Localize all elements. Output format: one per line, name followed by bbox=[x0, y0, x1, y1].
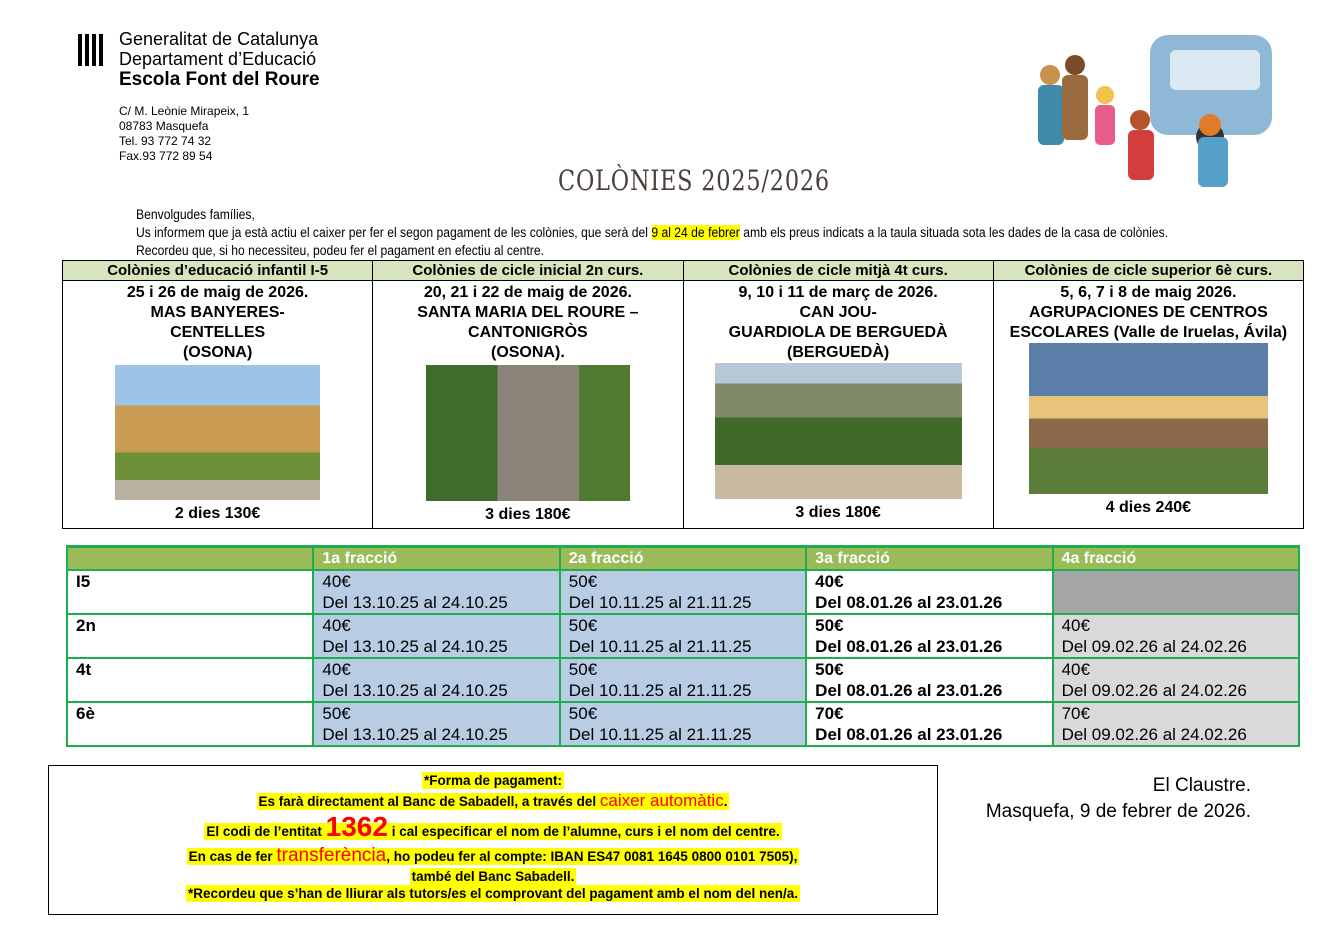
payment-cell bbox=[806, 614, 1052, 658]
payment-cell bbox=[313, 658, 559, 702]
school-address bbox=[119, 104, 249, 164]
payment-period: Del 08.01.26 al 23.01.26 bbox=[815, 725, 1003, 744]
text: Es farà directament al Banc de Sabadell, a través del bbox=[258, 794, 600, 809]
payment-cell bbox=[313, 570, 559, 614]
school-name: Escola Font del Roure bbox=[119, 69, 320, 90]
text: transferència bbox=[276, 845, 387, 866]
payment-cell bbox=[560, 702, 806, 746]
dept-name: Departament d’Educació bbox=[119, 49, 317, 69]
payments-header bbox=[67, 547, 313, 571]
payment-period: Del 10.11.25 al 21.11.25 bbox=[568, 637, 752, 656]
camp-place: CENTELLES bbox=[170, 324, 266, 341]
payment-row bbox=[67, 614, 1299, 658]
payments-header: 4a fracció bbox=[1053, 547, 1299, 571]
payment-line bbox=[187, 845, 800, 866]
page-title: COLÒNIES 2025/2026 bbox=[558, 164, 830, 197]
camp-cell bbox=[63, 281, 373, 529]
payment-amount: 40€ bbox=[1061, 616, 1090, 635]
payment-amount: 50€ bbox=[815, 616, 844, 635]
payment-cell bbox=[560, 658, 806, 702]
payment-amount: 70€ bbox=[815, 704, 844, 723]
payment-amount: 50€ bbox=[568, 660, 598, 679]
text: El codi de l’entitat bbox=[206, 824, 326, 839]
camp-dates: 20, 21 i 22 de maig de 2026. bbox=[423, 284, 632, 301]
camp-place: CAN JOU- bbox=[799, 304, 877, 321]
camp-price: 4 dies 240€ bbox=[1105, 499, 1192, 516]
payment-cell bbox=[1053, 702, 1299, 746]
intro-line-2: Recordeu que, si ho necessiteu, podeu fer el pagament en efectiu al centre. bbox=[136, 243, 544, 258]
camp-price: 3 dies 180€ bbox=[485, 506, 571, 523]
payment-period: Del 10.11.25 al 21.11.25 bbox=[568, 725, 752, 744]
payment-amount: 40€ bbox=[322, 660, 351, 679]
payment-info-box bbox=[48, 765, 938, 915]
greeting: Benvolgudes famílies, bbox=[136, 207, 255, 222]
text: Us informem que ja està actiu el caixer per fer el segon pagament de les colònies, que serà del bbox=[136, 225, 652, 240]
letterhead bbox=[119, 29, 318, 69]
payment-period: Del 13.10.25 al 24.10.25 bbox=[322, 725, 508, 744]
payment-cell bbox=[1053, 658, 1299, 702]
payment-cell bbox=[806, 658, 1052, 702]
payment-period: Del 10.11.25 al 21.11.25 bbox=[568, 681, 752, 700]
payment-period: Del 10.11.25 al 21.11.25 bbox=[568, 593, 752, 612]
camp-place: SANTA MARIA DEL ROURE – bbox=[417, 304, 639, 321]
camp-price: 3 dies 180€ bbox=[795, 504, 881, 521]
payment-cell bbox=[806, 570, 1052, 614]
payments-table bbox=[66, 545, 1300, 747]
intro-line-1 bbox=[136, 224, 1306, 242]
text: . bbox=[723, 794, 728, 809]
camp-photo bbox=[115, 365, 320, 500]
camp-header: Colònies de cicle mitjà 4t curs. bbox=[683, 261, 993, 281]
camp-place: MAS BANYERES- bbox=[150, 304, 285, 321]
camp-region: (BERGUEDÀ) bbox=[787, 344, 890, 361]
payment-amount: 40€ bbox=[322, 616, 351, 635]
signature bbox=[960, 773, 1251, 825]
payment-amount: 40€ bbox=[815, 572, 844, 591]
payment-amount: 70€ bbox=[1061, 704, 1090, 723]
payments-header: 3a fracció bbox=[806, 547, 1052, 571]
payment-title: *Forma de pagament: bbox=[423, 773, 563, 788]
camp-cell bbox=[373, 281, 683, 529]
highlighted-dates: 9 al 24 de febrer bbox=[651, 225, 740, 240]
payment-period: Del 09.02.26 al 24.02.26 bbox=[1061, 637, 1247, 656]
camp-photo bbox=[1029, 343, 1268, 494]
camp-place: CANTONIGRÒS bbox=[468, 324, 588, 341]
camp-place: AGRUPACIONES DE CENTROS bbox=[1028, 304, 1268, 321]
payment-row bbox=[67, 658, 1299, 702]
payment-cell bbox=[806, 702, 1052, 746]
camp-photo bbox=[426, 365, 630, 501]
payment-amount: 50€ bbox=[322, 704, 351, 723]
org-name: Generalitat de Catalunya bbox=[119, 29, 319, 49]
phone: Tel. 93 772 74 32 bbox=[119, 134, 212, 148]
payment-amount: 50€ bbox=[568, 572, 598, 591]
row-label: I5 bbox=[67, 570, 313, 614]
camp-dates: 9, 10 i 11 de març de 2026. bbox=[738, 284, 938, 301]
payment-amount: 50€ bbox=[568, 616, 598, 635]
payment-line: *Recordeu que s’han de lliurar als tutors/es el comprovant del pagament amb el nom del nen/a. bbox=[188, 886, 798, 901]
text: En cas de fer bbox=[188, 849, 277, 864]
payments-header: 2a fracció bbox=[560, 547, 806, 571]
row-label: 2n bbox=[67, 614, 313, 658]
payment-amount: 40€ bbox=[1061, 660, 1090, 679]
payment-period: Del 08.01.26 al 23.01.26 bbox=[815, 681, 1003, 700]
camp-place: GUARDIOLA DE BERGUEDÀ bbox=[728, 324, 948, 341]
payment-period: Del 13.10.25 al 24.10.25 bbox=[322, 637, 508, 656]
payment-line bbox=[204, 811, 781, 842]
payment-row bbox=[67, 570, 1299, 614]
generalitat-logo bbox=[76, 30, 106, 66]
payment-period: Del 08.01.26 al 23.01.26 bbox=[815, 637, 1003, 656]
payment-cell bbox=[313, 614, 559, 658]
text: caixer automàtic bbox=[599, 791, 724, 810]
fax: Fax.93 772 89 54 bbox=[119, 149, 213, 163]
camp-header: Colònies de cicle superior 6è curs. bbox=[993, 261, 1303, 281]
text: i cal especificar el nom de l’alumne, curs i el nom del centre. bbox=[387, 824, 780, 839]
camp-dates: 25 i 26 de maig de 2026. bbox=[126, 284, 309, 301]
entity-code: 1362 bbox=[325, 811, 388, 842]
payment-cell bbox=[313, 702, 559, 746]
payment-period: Del 13.10.25 al 24.10.25 bbox=[322, 593, 508, 612]
row-label: 6è bbox=[67, 702, 313, 746]
camp-region: (OSONA) bbox=[182, 344, 253, 361]
payments-header: 1a fracció bbox=[313, 547, 559, 571]
signature-date: Masquefa, 9 de febrer de 2026. bbox=[985, 801, 1251, 822]
row-label: 4t bbox=[67, 658, 313, 702]
camp-header: Colònies d’educació infantil I-5 bbox=[63, 261, 373, 281]
payment-line bbox=[257, 793, 730, 810]
payment-cell bbox=[560, 570, 806, 614]
address-line: C/ M. Leònie Mirapeix, 1 bbox=[119, 104, 250, 118]
camp-region: (OSONA). bbox=[490, 344, 565, 361]
intro-text bbox=[136, 206, 1306, 260]
address-line: 08783 Masquefa bbox=[119, 119, 209, 133]
payment-period: Del 09.02.26 al 24.02.26 bbox=[1061, 725, 1247, 744]
payment-cell bbox=[560, 614, 806, 658]
payment-cell bbox=[1053, 614, 1299, 658]
text: amb els preus indicats a la taula situada sota les dades de la casa de colònies. bbox=[739, 225, 1169, 240]
payment-row bbox=[67, 702, 1299, 746]
camp-place: ESCOLARES (Valle de Iruelas, Ávila) bbox=[1009, 324, 1288, 341]
camp-photo bbox=[715, 363, 962, 499]
payment-cell bbox=[1053, 570, 1299, 614]
payment-period: Del 09.02.26 al 24.02.26 bbox=[1061, 681, 1247, 700]
camp-dates: 5, 6, 7 i 8 de maig 2026. bbox=[1060, 284, 1237, 301]
camp-cell bbox=[683, 281, 993, 529]
signature-who: El Claustre. bbox=[1152, 775, 1251, 796]
payment-line: també del Banc Sabadell. bbox=[411, 869, 575, 884]
payment-amount: 50€ bbox=[568, 704, 598, 723]
camps-table bbox=[62, 260, 1304, 529]
camp-header: Colònies de cicle inicial 2n curs. bbox=[373, 261, 683, 281]
payment-amount: 40€ bbox=[322, 572, 351, 591]
iban: , ho podeu fer al compte: IBAN ES47 0081 1645 0800 0101 7505), bbox=[386, 849, 798, 864]
payment-period: Del 13.10.25 al 24.10.25 bbox=[322, 681, 508, 700]
camp-price: 2 dies 130€ bbox=[174, 505, 261, 522]
camp-cell bbox=[993, 281, 1303, 529]
payment-amount: 50€ bbox=[815, 660, 844, 679]
payment-period: Del 08.01.26 al 23.01.26 bbox=[815, 593, 1003, 612]
